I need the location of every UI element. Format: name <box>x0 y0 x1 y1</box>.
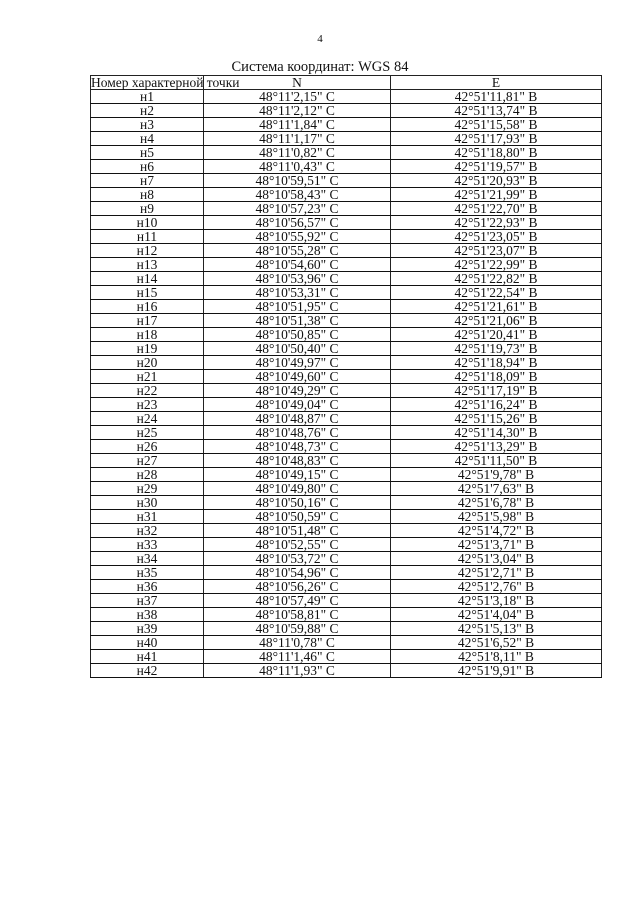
n-coordinate-cell: 48°10'50,59" С <box>204 510 391 524</box>
n-coordinate-cell: 48°10'48,87" С <box>204 412 391 426</box>
page-number: 4 <box>317 33 323 45</box>
n-coordinate-cell: 48°10'56,26" С <box>204 580 391 594</box>
point-number-cell: н21 <box>91 370 204 384</box>
point-number-cell: н15 <box>91 286 204 300</box>
e-coordinate-cell: 42°51'14,30" В <box>391 426 602 440</box>
point-number-cell: н16 <box>91 300 204 314</box>
point-number-cell: н25 <box>91 426 204 440</box>
point-number-cell: н2 <box>91 104 204 118</box>
point-number-cell: н10 <box>91 216 204 230</box>
n-coordinate-cell: 48°10'48,73" С <box>204 440 391 454</box>
table-row <box>91 160 602 174</box>
n-coordinate-cell: 48°11'2,12" С <box>204 104 391 118</box>
table-row <box>91 272 602 286</box>
n-coordinate-cell: 48°11'1,84" С <box>204 118 391 132</box>
point-number-cell: н4 <box>91 132 204 146</box>
coordinates-table <box>90 75 602 678</box>
n-coordinate-cell: 48°10'51,48" С <box>204 524 391 538</box>
table-row <box>91 244 602 258</box>
table-row <box>91 440 602 454</box>
point-number-cell: н20 <box>91 356 204 370</box>
e-coordinate-cell: 42°51'11,81" В <box>391 90 602 104</box>
e-coordinate-cell: 42°51'18,94" В <box>391 356 602 370</box>
table-row <box>91 230 602 244</box>
point-number-cell: н5 <box>91 146 204 160</box>
e-coordinate-cell: 42°51'4,04" В <box>391 608 602 622</box>
table-row <box>91 524 602 538</box>
table-row <box>91 90 602 104</box>
table-row <box>91 370 602 384</box>
table-row <box>91 146 602 160</box>
e-coordinate-cell: 42°51'6,52" В <box>391 636 602 650</box>
table-row <box>91 608 602 622</box>
e-coordinate-cell: 42°51'23,05" В <box>391 230 602 244</box>
point-number-cell: н27 <box>91 454 204 468</box>
point-number-cell: н9 <box>91 202 204 216</box>
table-row <box>91 104 602 118</box>
e-coordinate-cell: 42°51'8,11" В <box>391 650 602 664</box>
point-number-cell: н17 <box>91 314 204 328</box>
point-number-cell: н22 <box>91 384 204 398</box>
point-number-cell: н28 <box>91 468 204 482</box>
e-coordinate-cell: 42°51'6,78" В <box>391 496 602 510</box>
e-coordinate-cell: 42°51'13,29" В <box>391 440 602 454</box>
n-coordinate-cell: 48°10'52,55" С <box>204 538 391 552</box>
n-coordinate-cell: 48°10'55,92" С <box>204 230 391 244</box>
n-coordinate-cell: 48°10'51,95" С <box>204 300 391 314</box>
table-row <box>91 384 602 398</box>
n-coordinate-cell: 48°10'57,23" С <box>204 202 391 216</box>
table-row <box>91 132 602 146</box>
e-coordinate-cell: 42°51'2,76" В <box>391 580 602 594</box>
point-number-cell: н7 <box>91 174 204 188</box>
n-coordinate-cell: 48°10'56,57" С <box>204 216 391 230</box>
table-row <box>91 496 602 510</box>
table-row <box>91 202 602 216</box>
table-header-row <box>91 76 602 90</box>
table-row <box>91 300 602 314</box>
point-number-cell: н19 <box>91 342 204 356</box>
point-number-cell: н14 <box>91 272 204 286</box>
point-number-cell: н11 <box>91 230 204 244</box>
e-coordinate-cell: 42°51'21,61" В <box>391 300 602 314</box>
n-coordinate-cell: 48°10'49,04" С <box>204 398 391 412</box>
e-coordinate-cell: 42°51'13,74" В <box>391 104 602 118</box>
point-number-cell: н24 <box>91 412 204 426</box>
e-coordinate-cell: 42°51'4,72" В <box>391 524 602 538</box>
n-coordinate-cell: 48°11'1,93" С <box>204 664 391 678</box>
e-coordinate-cell: 42°51'9,78" В <box>391 468 602 482</box>
point-number-cell: н34 <box>91 552 204 566</box>
e-coordinate-cell: 42°51'11,50" В <box>391 454 602 468</box>
point-number-cell: н33 <box>91 538 204 552</box>
point-number-cell: н29 <box>91 482 204 496</box>
e-coordinate-cell: 42°51'3,71" В <box>391 538 602 552</box>
e-coordinate-cell: 42°51'23,07" В <box>391 244 602 258</box>
n-coordinate-cell: 48°11'0,82" С <box>204 146 391 160</box>
table-row <box>91 468 602 482</box>
e-coordinate-cell: 42°51'7,63" В <box>391 482 602 496</box>
n-coordinate-cell: 48°10'55,28" С <box>204 244 391 258</box>
e-coordinate-cell: 42°51'20,93" В <box>391 174 602 188</box>
n-coordinate-cell: 48°10'50,16" С <box>204 496 391 510</box>
n-coordinate-cell: 48°10'50,85" С <box>204 328 391 342</box>
point-number-cell: н42 <box>91 664 204 678</box>
table-row <box>91 650 602 664</box>
point-number-cell: н1 <box>91 90 204 104</box>
n-coordinate-cell: 48°10'58,43" С <box>204 188 391 202</box>
point-number-cell: н36 <box>91 580 204 594</box>
table-row <box>91 412 602 426</box>
e-coordinate-cell: 42°51'3,18" В <box>391 594 602 608</box>
e-coordinate-cell: 42°51'16,24" В <box>391 398 602 412</box>
table-row <box>91 174 602 188</box>
point-number-cell: н31 <box>91 510 204 524</box>
table-row <box>91 454 602 468</box>
n-coordinate-cell: 48°11'1,46" С <box>204 650 391 664</box>
table-body <box>91 90 602 678</box>
point-number-cell: н6 <box>91 160 204 174</box>
header-n: N <box>204 76 391 90</box>
table-row <box>91 594 602 608</box>
n-coordinate-cell: 48°10'49,97" С <box>204 356 391 370</box>
e-coordinate-cell: 42°51'21,06" В <box>391 314 602 328</box>
e-coordinate-cell: 42°51'15,26" В <box>391 412 602 426</box>
point-number-cell: н13 <box>91 258 204 272</box>
n-coordinate-cell: 48°10'49,15" С <box>204 468 391 482</box>
n-coordinate-cell: 48°11'0,78" С <box>204 636 391 650</box>
table-row <box>91 258 602 272</box>
e-coordinate-cell: 42°51'19,57" В <box>391 160 602 174</box>
point-number-cell: н18 <box>91 328 204 342</box>
n-coordinate-cell: 48°10'49,29" С <box>204 384 391 398</box>
n-coordinate-cell: 48°10'53,72" С <box>204 552 391 566</box>
n-coordinate-cell: 48°10'50,40" С <box>204 342 391 356</box>
table-row <box>91 328 602 342</box>
e-coordinate-cell: 42°51'22,99" В <box>391 258 602 272</box>
n-coordinate-cell: 48°10'49,60" С <box>204 370 391 384</box>
n-coordinate-cell: 48°10'59,51" С <box>204 174 391 188</box>
n-coordinate-cell: 48°10'53,96" С <box>204 272 391 286</box>
e-coordinate-cell: 42°51'22,70" В <box>391 202 602 216</box>
e-coordinate-cell: 42°51'5,13" В <box>391 622 602 636</box>
e-coordinate-cell: 42°51'5,98" В <box>391 510 602 524</box>
table-row <box>91 314 602 328</box>
n-coordinate-cell: 48°11'0,43" С <box>204 160 391 174</box>
n-coordinate-cell: 48°10'49,80" С <box>204 482 391 496</box>
e-coordinate-cell: 42°51'19,73" В <box>391 342 602 356</box>
n-coordinate-cell: 48°10'59,88" С <box>204 622 391 636</box>
point-number-cell: н8 <box>91 188 204 202</box>
e-coordinate-cell: 42°51'15,58" В <box>391 118 602 132</box>
table-row <box>91 426 602 440</box>
point-number-cell: н26 <box>91 440 204 454</box>
n-coordinate-cell: 48°10'51,38" С <box>204 314 391 328</box>
e-coordinate-cell: 42°51'2,71" В <box>391 566 602 580</box>
table-row <box>91 552 602 566</box>
table-row <box>91 398 602 412</box>
table-row <box>91 342 602 356</box>
table-row <box>91 482 602 496</box>
table-row <box>91 538 602 552</box>
table-row <box>91 664 602 678</box>
n-coordinate-cell: 48°10'57,49" С <box>204 594 391 608</box>
point-number-cell: н32 <box>91 524 204 538</box>
point-number-cell: н38 <box>91 608 204 622</box>
table-row <box>91 622 602 636</box>
n-coordinate-cell: 48°10'53,31" С <box>204 286 391 300</box>
table-row <box>91 580 602 594</box>
table-row <box>91 188 602 202</box>
point-number-cell: н23 <box>91 398 204 412</box>
table-row <box>91 566 602 580</box>
point-number-cell: н40 <box>91 636 204 650</box>
n-coordinate-cell: 48°10'58,81" С <box>204 608 391 622</box>
e-coordinate-cell: 42°51'17,93" В <box>391 132 602 146</box>
table-row <box>91 118 602 132</box>
point-number-cell: н35 <box>91 566 204 580</box>
e-coordinate-cell: 42°51'17,19" В <box>391 384 602 398</box>
n-coordinate-cell: 48°11'1,17" С <box>204 132 391 146</box>
header-e: E <box>391 76 602 90</box>
e-coordinate-cell: 42°51'3,04" В <box>391 552 602 566</box>
n-coordinate-cell: 48°10'48,83" С <box>204 454 391 468</box>
point-number-cell: н41 <box>91 650 204 664</box>
e-coordinate-cell: 42°51'22,82" В <box>391 272 602 286</box>
table-row <box>91 356 602 370</box>
point-number-cell: н12 <box>91 244 204 258</box>
point-number-cell: н39 <box>91 622 204 636</box>
point-number-cell: н30 <box>91 496 204 510</box>
e-coordinate-cell: 42°51'20,41" В <box>391 328 602 342</box>
table-row <box>91 216 602 230</box>
e-coordinate-cell: 42°51'9,91" В <box>391 664 602 678</box>
e-coordinate-cell: 42°51'18,09" В <box>391 370 602 384</box>
e-coordinate-cell: 42°51'22,54" В <box>391 286 602 300</box>
point-number-cell: н3 <box>91 118 204 132</box>
table-row <box>91 636 602 650</box>
n-coordinate-cell: 48°10'48,76" С <box>204 426 391 440</box>
table-row <box>91 510 602 524</box>
n-coordinate-cell: 48°10'54,96" С <box>204 566 391 580</box>
point-number-cell: н37 <box>91 594 204 608</box>
table-row <box>91 286 602 300</box>
n-coordinate-cell: 48°10'54,60" С <box>204 258 391 272</box>
e-coordinate-cell: 42°51'18,80" В <box>391 146 602 160</box>
e-coordinate-cell: 42°51'22,93" В <box>391 216 602 230</box>
n-coordinate-cell: 48°11'2,15" С <box>204 90 391 104</box>
e-coordinate-cell: 42°51'21,99" В <box>391 188 602 202</box>
header-point-number: Номер характерной точки <box>91 75 240 90</box>
coordinate-system-caption: Система координат: WGS 84 <box>231 59 409 75</box>
